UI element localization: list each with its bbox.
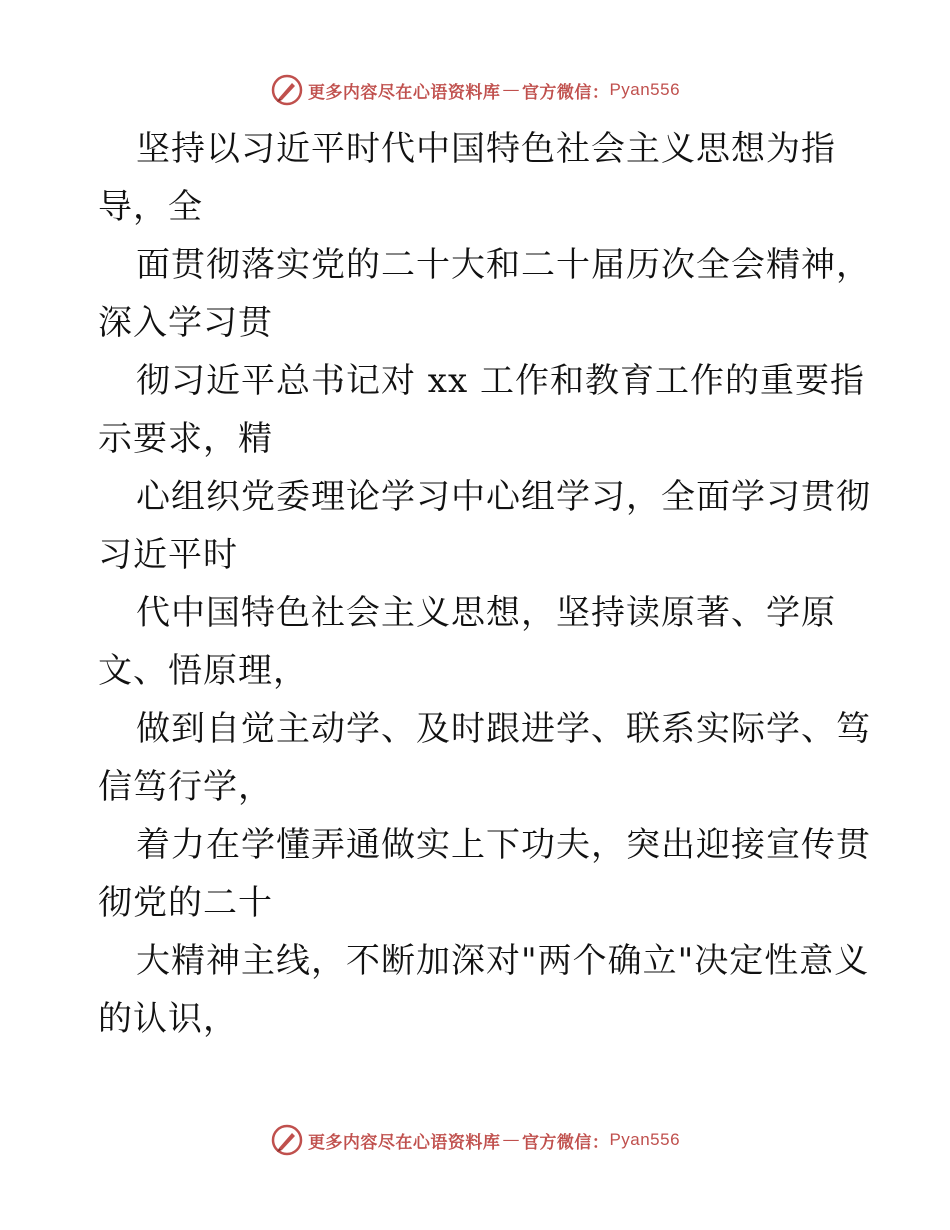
paragraph-line: 文、悟原理，: [98, 651, 308, 691]
document-body: [98, 120, 871, 1048]
paragraph-1: [98, 120, 858, 236]
watermark-official: 官方微信：: [521, 1132, 610, 1153]
paragraph-line: 示要求，精: [98, 419, 273, 459]
paragraph-line: 的认识，: [98, 999, 238, 1039]
paragraph-2: [98, 236, 871, 352]
paragraph-line: 着力在学懂弄通做实上下功夫，突出迎接宣传贯: [136, 825, 871, 865]
paragraph-line: 心组织党委理论学习中心组学习，全面学习贯彻: [136, 477, 871, 517]
paragraph-line: 彻习近平总书记对 xx 工作和教育工作的重要指: [136, 361, 865, 401]
footer-watermark: [0, 1120, 950, 1160]
paragraph-4: [98, 468, 871, 584]
pen-logo-icon: [270, 73, 304, 107]
paragraph-5: [98, 584, 858, 700]
paragraph-3: [98, 352, 865, 468]
watermark-dash: —: [502, 1130, 520, 1150]
paragraph-line: 面贯彻落实党的二十大和二十届历次全会精神，: [136, 245, 871, 285]
watermark-id: Pyan556: [609, 80, 681, 99]
paragraph-line: 坚持以习近平时代中国特色社会主义思想为指: [136, 129, 836, 169]
paragraph-8: [98, 932, 870, 1048]
paragraph-line: 做到自觉主动学、及时跟进学、联系实际学、笃: [136, 709, 871, 749]
watermark-official: 官方微信：: [521, 82, 610, 103]
paragraph-line: 习近平时: [98, 535, 238, 575]
watermark-text: 更多内容尽在心语资料库: [307, 82, 501, 103]
pen-logo-icon: [270, 1123, 304, 1157]
paragraph-line: 代中国特色社会主义思想，坚持读原著、学原: [136, 593, 836, 633]
paragraph-6: [98, 700, 871, 816]
watermark-text: 更多内容尽在心语资料库: [307, 1132, 501, 1153]
paragraph-7: [98, 816, 871, 932]
header-watermark: [0, 70, 950, 110]
watermark-dash: —: [502, 80, 520, 100]
paragraph-line: 彻党的二十: [98, 883, 273, 923]
watermark-id: Pyan556: [609, 1130, 681, 1149]
paragraph-line: 信笃行学，: [98, 767, 273, 807]
paragraph-line: 大精神主线，不断加深对"两个确立"决定性意义: [136, 941, 870, 981]
paragraph-line: 深入学习贯: [98, 303, 273, 343]
paragraph-line: 导，全: [98, 187, 203, 227]
